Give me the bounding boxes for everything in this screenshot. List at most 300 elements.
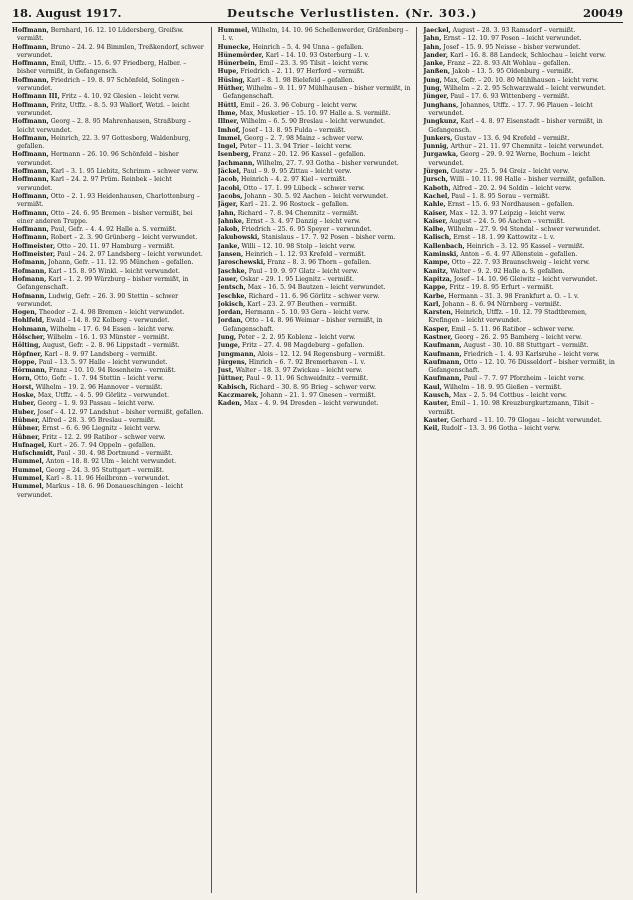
entry-surname: Hoske, (12, 392, 36, 400)
entry-surname: Karl, (423, 300, 441, 308)
entry-details: Paul – 9. 11. 96 Schweidnitz – vermißt. (246, 375, 369, 383)
entry-details: Emil – 5. 11. 96 Ratibor – schwer verw. (451, 325, 575, 333)
entry-surname: Hoffmann, (12, 101, 49, 109)
casualty-entry (12, 118, 207, 135)
casualty-entry (218, 218, 413, 226)
entry-details: Paul – 13. 5. 97 Halle – leicht verwundet. (38, 358, 168, 366)
entry-details: Wilhelm, 27. 7. 93 Gotha – bisher verwundet. (256, 159, 399, 167)
casualty-entry (423, 375, 619, 383)
entry-details: Otto – 17. 1. 99 Lübeck – schwer verw. (243, 184, 365, 192)
casualty-entry (218, 135, 413, 143)
casualty-entry (423, 210, 619, 218)
casualty-entry (218, 118, 413, 126)
entry-surname: Hoffmann, (12, 226, 49, 234)
entry-details: Bruno – 24. 2. 94 Bimmlen, Treßkendorf, schwer verwundet. (17, 43, 204, 59)
entry-surname: Hohlfeld, (12, 317, 45, 325)
entry-details: Wilhelm – 27. 9. 94 Stendal – schwer verwundet. (447, 226, 601, 234)
casualty-entry (12, 276, 207, 293)
entry-details: Peter – 11. 3. 94 Trier – leicht verw. (239, 143, 352, 151)
entry-surname: Jaschke, (217, 267, 247, 275)
entry-surname: Hörmann, (12, 367, 47, 375)
entry-details: Max, Musketier – 15. 10. 97 Halle a. S. vermißt. (239, 109, 391, 117)
entry-details: Fritz, Utffz. – 8. 5. 93 Wallorf, Wetzl. – leicht verwundet. (17, 101, 190, 117)
casualty-entry (218, 384, 413, 392)
casualty-entry (218, 259, 413, 267)
entry-details: Franz – 8. 3. 96 Thorn – gefallen. (267, 259, 372, 267)
entry-details: Heinrich, Utffz. – 10. 12. 79 Stadtbremen, Krefingen – leicht verwundet. (428, 309, 587, 325)
entry-details: Arthur – 21. 11. 97 Chemnitz – leicht verwundet. (450, 143, 604, 151)
entry-surname: Horn, (12, 375, 32, 383)
entry-surname: Kaul, (423, 383, 442, 391)
entry-details: Karl – 16. 8. 88 Landeck, Schlochau – leicht verw. (449, 51, 607, 59)
entry-details: Heinrich – 3. 12. 95 Kassel – vermißt. (466, 242, 585, 250)
entry-details: Karl – 14. 10. 93 Osterburg – l. v. (265, 51, 370, 59)
entry-details: Fritz – 19. 8. 95 Erfurt – vermißt. (449, 284, 554, 292)
column-3 (423, 27, 623, 893)
entry-details: Johann – 30. 5. 92 Aachen – leicht verwundet. (244, 192, 389, 200)
entry-surname: Hüther, (217, 85, 245, 93)
casualty-entry (423, 309, 619, 326)
casualty-entry (12, 375, 207, 383)
entry-details: Karl – 4. 8. 97 Eisenstadt – bisher vermißt, in Gefangensch. (428, 118, 603, 134)
casualty-entry (218, 268, 413, 276)
casualty-entry (218, 243, 413, 251)
entry-surname: Hofmann, (12, 259, 47, 267)
entry-details: Max – 4. 9. 94 Dresden – leicht verwundet. (243, 400, 379, 408)
entry-details: Karl – 3. 1. 95 Liebitz, Schrimm – schwer verw. (50, 168, 199, 176)
entry-details: Franz – 10. 10. 94 Rosenheim – vermißt. (48, 367, 176, 375)
casualty-entry (218, 160, 413, 168)
casualty-entry (423, 276, 619, 284)
entry-surname: Jakob, (217, 226, 240, 234)
entry-details: Ernst – 3. 4. 97 Danzig – leicht verw. (245, 217, 361, 225)
casualty-entry (12, 400, 207, 408)
casualty-entry (12, 309, 207, 317)
entry-details: Ernst – 12. 10. 97 Posen – leicht verwundet. (443, 35, 582, 43)
entry-details: Franz – 22. 8. 93 Alt Wohlau – gefallen. (447, 60, 571, 68)
entry-surname: Hofmann, (12, 275, 47, 283)
casualty-entry (218, 110, 413, 118)
casualty-entry (12, 434, 207, 442)
casualty-entry (218, 392, 413, 400)
entry-surname: Jahn, (217, 209, 236, 217)
casualty-entry (218, 234, 413, 242)
entry-surname: Hoffmann, (12, 118, 49, 126)
entry-surname: Jacobs, (217, 192, 243, 200)
casualty-entry (218, 317, 413, 334)
entry-details: Wilhelm – 6. 5. 90 Breslau – leicht verwundet. (240, 118, 385, 126)
entry-details: Johannes, Utffz. – 17. 7. 96 Plauen – leicht verwundet. (428, 101, 593, 117)
entry-surname: Jungmann, (217, 350, 256, 358)
entry-surname: Jentsch, (217, 284, 246, 292)
entry-surname: Huber, (12, 400, 36, 408)
casualty-entry (423, 392, 619, 400)
entry-surname: Hoffmann, (12, 76, 49, 84)
entry-surname: Jürgen, (423, 168, 449, 176)
casualty-entry (218, 193, 413, 201)
entry-surname: Hoffmann III, (12, 93, 60, 101)
entry-surname: Jordan, (217, 317, 243, 325)
casualty-entry (423, 168, 619, 176)
header-title (227, 6, 478, 20)
casualty-entry (423, 268, 619, 276)
entry-surname: Hoffmann, (12, 151, 49, 159)
casualty-entry (423, 44, 619, 52)
entry-details: Josef – 4. 12. 97 Landshut – bisher vermißt, gefallen. (37, 408, 204, 416)
entry-details: August – 30. 10. 88 Stuttgart – vermißt. (463, 342, 589, 350)
entry-details: Franz – 20. 12. 96 Kassel – gefallen. (252, 151, 366, 159)
entry-surname: Kaiser, (423, 217, 448, 225)
casualty-entry (218, 27, 413, 44)
entry-surname: Hoffmeister, (12, 242, 56, 250)
casualty-entry (12, 409, 207, 417)
entry-surname: Jürgens, (217, 358, 247, 366)
casualty-entry (12, 93, 207, 101)
casualty-entry (423, 218, 619, 226)
casualty-entry (423, 326, 619, 334)
casualty-entry (12, 351, 207, 359)
entry-surname: Jünger, (423, 93, 449, 101)
entry-surname: Junkers, (423, 134, 453, 142)
casualty-entry (218, 185, 413, 193)
entry-surname: Kaufmann, (423, 375, 462, 383)
entry-surname: Hüttl, (217, 101, 239, 109)
entry-details: Ernst – 18. 1. 99 Kattowitz – l. v. (453, 234, 555, 242)
entry-surname: Hupe, (217, 68, 239, 76)
entry-surname: Kalisch, (423, 234, 452, 242)
entry-surname: Hufnagel, (12, 441, 47, 449)
entry-details: Wilhelm – 2. 2. 95 Schwarzwald – leicht verwundet. (443, 85, 606, 93)
entry-details: Karl – 24. 2. 97 Prüm. Reinbek – leicht verwundet. (17, 176, 172, 192)
entry-surname: Kaiser, (423, 209, 448, 217)
entry-surname: Jeschke, (217, 292, 247, 300)
entry-surname: Kauter, (423, 416, 449, 424)
casualty-entry (218, 351, 413, 359)
entry-surname: Hünerbein, (217, 60, 257, 68)
casualty-entry (423, 118, 619, 135)
casualty-entry (423, 102, 619, 119)
entry-surname: Jansen, (217, 251, 244, 259)
entry-details: Richard – 7. 8. 94 Chemnitz – vermißt. (237, 209, 359, 217)
entry-surname: Jung, (423, 85, 442, 93)
casualty-entry (423, 301, 619, 309)
entry-surname: Hufschmidt, (12, 450, 55, 458)
casualty-entry (423, 27, 619, 35)
entry-details: Anton – 18. 8. 92 Ulm – leicht verwundet. (45, 458, 177, 466)
entry-details: Stanislaus – 17. 7. 92 Posen – bisher verm. (261, 234, 396, 242)
entry-details: Kurt – 26. 7. 94 Oppeln – gefallen. (48, 441, 156, 449)
entry-surname: Kaboth, (423, 184, 451, 192)
entry-surname: Kapitza, (423, 275, 452, 283)
casualty-entry (12, 243, 207, 251)
entry-details: Karl – 1. 2. 99 Würzburg – bisher vermißt, in Gefangenschaft. (17, 275, 189, 292)
entry-details: Heinrich – 5. 4. 94 Unna – gefallen. (252, 43, 364, 51)
entry-surname: Jauer, (217, 275, 238, 283)
entry-details: Walter – 18. 3. 97 Zwickau – leicht verw. (235, 367, 363, 375)
casualty-entry (218, 334, 413, 342)
entry-details: Alfred – 20. 2. 94 Soldin – leicht verw. (452, 184, 572, 192)
casualty-entry (218, 151, 413, 159)
casualty-entry (423, 193, 619, 201)
entry-details: Alois – 12. 12. 94 Regensburg – vermißt. (257, 350, 385, 358)
entry-details: Jakob – 13. 5. 95 Oldenburg – vermißt. (452, 68, 574, 76)
entry-surname: Hoffmann, (12, 60, 49, 68)
entry-surname: Hoppe, (12, 358, 37, 366)
entry-surname: Illner, (217, 118, 239, 126)
entry-details: Max, Gefr. – 20. 10. 80 Mühlhausen – leicht verw. (443, 76, 599, 84)
entry-details: August, Gefr. – 2. 8. 96 Lippstadt – vermißt. (42, 342, 180, 350)
entry-surname: Horst, (12, 383, 34, 391)
entry-surname: Hummel, (12, 475, 44, 483)
entry-surname: Hoffmann, (12, 134, 49, 142)
casualty-entry (218, 168, 413, 176)
entry-details: Fritz – 27. 4. 98 Magdeburg – gefallen. (241, 342, 365, 350)
entry-details: Anton – 6. 4. 97 Allenstein – gefallen. (460, 251, 578, 259)
entry-details: Heinrich – 1. 12. 93 Krefeld – vermißt. (245, 251, 366, 259)
casualty-entry (423, 259, 619, 267)
casualty-entry (218, 359, 413, 367)
casualty-entry (218, 375, 413, 383)
entry-details: Gustav – 13. 6. 94 Krefeld – vermißt. (454, 134, 570, 142)
page-header (12, 6, 623, 23)
casualty-entry (12, 483, 207, 500)
casualty-entry (423, 35, 619, 43)
casualty-entry (12, 417, 207, 425)
entry-details: Wilhelm, 14. 10. 96 Schellenwerder, Gräfenberg – l. v. (222, 27, 409, 43)
entry-details: Max, Utffz. – 4. 5. 99 Görlitz – verwundet. (37, 392, 170, 400)
casualty-entry (218, 251, 413, 259)
entry-surname: Hübner, (12, 425, 41, 433)
entry-details: Otto, Gefr. – 1. 7. 94 Stettin – leicht verw. (33, 375, 164, 383)
casualty-entry (423, 334, 619, 342)
entry-surname: Ihme, (217, 109, 238, 117)
entry-surname: Jahn, (423, 35, 442, 43)
entry-surname: Jungkunz, (423, 118, 459, 126)
entry-surname: Hofmann, (12, 292, 47, 300)
entry-surname: Hohmann, (12, 325, 49, 333)
publication-title: Deutsche Verlustlisten. (226, 6, 401, 20)
entry-surname: Hölting, (12, 342, 41, 350)
casualty-entry (12, 44, 207, 61)
casualty-entry (218, 342, 413, 350)
casualty-entry (423, 185, 619, 193)
entry-surname: Kallenbach, (423, 242, 465, 250)
casualty-columns (12, 27, 623, 893)
casualty-entry (423, 351, 619, 359)
entry-surname: Immel, (217, 134, 243, 142)
casualty-entry (423, 85, 619, 93)
entry-details: Emil – 26. 3. 96 Coburg – leicht verw. (240, 101, 358, 109)
entry-details: Hermann – 31. 3. 98 Frankfurt a. O. – l. v. (448, 292, 579, 300)
casualty-entry (12, 334, 207, 342)
entry-surname: Jaeckel, (423, 27, 451, 34)
casualty-entry (218, 293, 413, 301)
entry-details: Otto – 22. 7. 93 Braunschweig – leicht verw. (451, 259, 590, 267)
casualty-entry (423, 143, 619, 151)
entry-surname: Hoffmann, (12, 209, 49, 217)
entry-details: Karl – 8. 11. 96 Heilbronn – verwundet. (45, 475, 170, 483)
casualty-entry (423, 251, 619, 259)
entry-details: Max – 16. 5. 94 Bautzen – leicht verwundet. (247, 284, 386, 292)
entry-details: Max – 12. 3. 97 Leipzig – leicht verw. (449, 209, 566, 217)
entry-surname: Kastner, (423, 333, 453, 341)
casualty-entry (12, 226, 207, 234)
entry-details: Fritz – 4. 10. 92 Glesien – leicht verw. (61, 93, 180, 101)
entry-surname: Hummel, (12, 466, 44, 474)
entry-details: Paul – 17. 6. 93 Wittenberg – vermißt. (450, 93, 570, 101)
entry-details: Karl – 23. 2. 97 Beuthen – vermißt. (247, 300, 357, 308)
entry-details: Alfred – 28. 3. 95 Breslau – vermißt. (42, 416, 156, 424)
casualty-entry (218, 52, 413, 60)
entry-surname: Imhof, (217, 126, 241, 134)
entry-surname: Hüsing, (217, 76, 245, 84)
entry-details: Georg – 24. 3. 95 Stuttgart – vermißt. (45, 466, 165, 474)
entry-details: Friedrich – 1. 4. 93 Karlsruhe – leicht verw. (463, 350, 600, 358)
casualty-entry (423, 284, 619, 292)
entry-surname: Kahle, (423, 201, 446, 209)
casualty-entry (423, 417, 619, 425)
entry-details: Paul – 1. 8. 95 Sorau – vermißt. (451, 192, 550, 200)
entry-details: Josef – 14. 10. 96 Gleiwitz – leicht verwundet. (453, 275, 598, 283)
entry-surname: Just, (217, 367, 234, 375)
entry-surname: Janßen, (423, 68, 451, 76)
entry-surname: Kalbe, (423, 226, 446, 234)
entry-surname: Kappe, (423, 284, 448, 292)
entry-surname: Kaufmann, (423, 350, 462, 358)
entry-surname: Hunecke, (217, 43, 251, 51)
casualty-entry (218, 210, 413, 218)
casualty-entry (12, 425, 207, 433)
entry-details: Fritz – 12. 2. 99 Ratibor – schwer verw. (42, 433, 166, 441)
entry-details: Paul – 9. 9. 95 Zittau – leicht verw. (243, 168, 352, 176)
entry-details: Willi – 12. 10. 98 Stolp – leicht verw. (241, 242, 356, 250)
entry-surname: Jacob, (217, 176, 239, 184)
casualty-entry (12, 359, 207, 367)
entry-surname: Hoffmann, (12, 27, 49, 34)
entry-surname: Jäger, (217, 201, 238, 209)
entry-details: August – 24. 5. 96 Aachen – vermißt. (449, 217, 565, 225)
casualty-entry (218, 60, 413, 68)
entry-surname: Jahn, (423, 43, 442, 51)
casualty-entry (12, 392, 207, 400)
casualty-entry (12, 293, 207, 310)
entry-details: Bernhard, 16. 12. 10 Lüdersberg, Greifsw. vermißt. (17, 27, 184, 43)
casualty-entry (12, 210, 207, 227)
casualty-entry (12, 458, 207, 466)
entry-surname: Kabisch, (217, 383, 248, 391)
entry-details: Josef – 15. 9. 95 Neisse – bisher verwundet. (443, 43, 581, 51)
entry-details: Georg – 26. 2. 95 Bamberg – leicht verw. (454, 333, 583, 341)
casualty-entry (12, 259, 207, 267)
casualty-entry (218, 77, 413, 85)
entry-details: Josef – 13. 8. 95 Fulda – vermißt. (242, 126, 346, 134)
entry-details: Rudolf – 13. 3. 96 Gotha – leicht verw. (441, 425, 561, 433)
entry-details: Otto – 24. 6. 95 Bremen – bisher vermißt, bei einer anderen Truppe. (17, 209, 193, 225)
casualty-entry (218, 201, 413, 209)
entry-details: Friedrich – 25. 6. 95 Speyer – verwundet. (241, 226, 372, 234)
casualty-entry (12, 168, 207, 176)
casualty-entry (12, 384, 207, 392)
casualty-entry (423, 234, 619, 242)
casualty-entry (12, 326, 207, 334)
entry-surname: Jursch, (423, 176, 448, 184)
entry-details: Ludwig, Gefr. – 26. 3. 90 Stettin – schwer verwundet. (17, 292, 179, 308)
casualty-entry (218, 400, 413, 408)
entry-details: Heinrich, 22. 3. 97 Gottesberg, Waldenburg, gefallen. (17, 134, 191, 151)
entry-details: Georg – 2. 8. 95 Mahrenhausen, Straßburg – leicht verwundet. (17, 118, 192, 134)
entry-surname: Kaufmann, (423, 342, 462, 350)
entry-details: Richard – 30. 8. 95 Brieg – schwer verw. (249, 383, 377, 391)
entry-details: Karl – 15. 8. 95 Winkl. – leicht verwundet. (48, 267, 181, 275)
entry-surname: Jung, (217, 333, 237, 341)
entry-details: Wilhelm – 16. 1. 93 Münster – vermißt. (46, 333, 170, 341)
entry-surname: Ingel, (217, 143, 238, 151)
column-2 (218, 27, 418, 893)
entry-details: Willi – 10. 11. 98 Halle – bisher vermißt, gefallen. (449, 176, 606, 184)
casualty-entry (218, 226, 413, 234)
casualty-entry (423, 425, 619, 433)
entry-surname: Hummel, (12, 458, 44, 466)
entry-details: Karl – 21. 2. 96 Rostock – gefallen. (239, 201, 349, 209)
issue-number: (Nr. 303.) (405, 6, 478, 20)
casualty-entry (423, 359, 619, 376)
entry-details: Gustav – 25. 5. 94 Greiz – leicht verw. (450, 168, 570, 176)
entry-details: Johann – 8. 6. 94 Nürnberg – vermißt. (442, 300, 562, 308)
header-date: 18. August 1917. (12, 6, 122, 20)
entry-surname: Hoffmeister, (12, 251, 56, 259)
casualty-entry (12, 475, 207, 483)
entry-details: Hermann – 5. 10. 93 Gera – leicht verw. (244, 309, 370, 317)
entry-details: Otto – 2. 1. 93 Heidenhausen, Charlottenburg – vermißt. (17, 192, 200, 209)
entry-details: Wilhelm – 18. 9. 95 Gießen – vermißt. (443, 383, 562, 391)
casualty-entry (12, 193, 207, 210)
entry-details: Heinrich – 4. 2. 97 Kiel – vermißt. (240, 176, 347, 184)
entry-surname: Jaroschewski, (217, 259, 266, 267)
entry-details: Emil, Utffz. – 15. 6. 97 Friedberg, Halber. – bisher vermißt, in Gefangensch. (17, 60, 187, 76)
entry-surname: Keil, (423, 425, 440, 433)
entry-surname: Hummel, (217, 27, 250, 34)
casualty-entry (423, 93, 619, 101)
entry-details: Richard – 11. 6. 96 Görlitz – schwer verw. (248, 292, 380, 300)
entry-details: Theodor – 2. 4. 98 Bremen – leicht verwundet. (38, 309, 185, 317)
casualty-entry (218, 68, 413, 76)
entry-surname: Kampe, (423, 259, 450, 267)
casualty-entry (218, 284, 413, 292)
casualty-entry (423, 151, 619, 168)
entry-details: Markus – 18. 6. 96 Donaueschingen – leicht verwundet. (17, 483, 184, 499)
casualty-entry (12, 317, 207, 325)
entry-surname: Hummel, (12, 483, 44, 491)
casualty-entry (423, 342, 619, 350)
entry-surname: Hübner, (12, 433, 41, 441)
entry-details: Johann – 21. 1. 97 Gnesen – vermißt. (260, 392, 376, 400)
entry-surname: Jakubowski, (217, 234, 260, 242)
entry-details: Max – 2. 5. 94 Cottbus – leicht verw. (453, 392, 567, 400)
entry-surname: Kaczmarek, (217, 392, 259, 400)
entry-details: Peter – 2. 2. 95 Koblenz – leicht verw. (238, 333, 356, 341)
entry-details: Karl – 8. 9. 97 Landsberg – vermißt. (44, 350, 158, 358)
entry-surname: Jung, (423, 76, 442, 84)
casualty-entry (12, 251, 207, 259)
entry-surname: Janke, (423, 60, 446, 68)
entry-surname: Kaminski, (423, 251, 459, 259)
casualty-entry (12, 342, 207, 350)
entry-details: Emil – 1. 10. 98 Kreuzburgkurtzmann, Tilsit – vermißt. (428, 400, 594, 416)
casualty-entry (423, 60, 619, 68)
casualty-entry (423, 77, 619, 85)
entry-surname: Hogen, (12, 309, 37, 317)
entry-surname: Janke, (217, 242, 240, 250)
